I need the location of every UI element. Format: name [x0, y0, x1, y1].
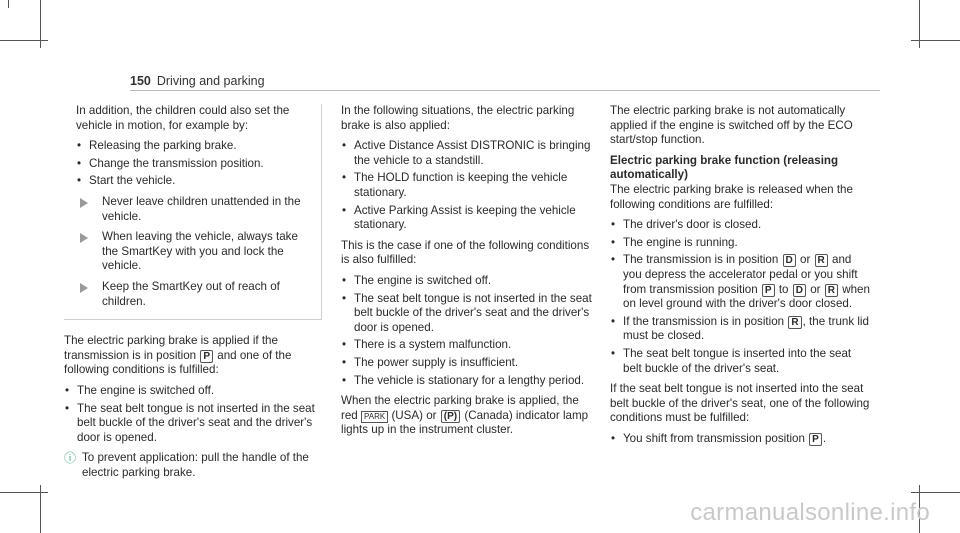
- list-item: • The engine is switched off.: [341, 274, 595, 289]
- section-heading: Electric parking brake function (releasing automatically): [610, 153, 839, 182]
- note: [64, 451, 322, 480]
- text: The electric parking brake is applied if the transmission is in position: [64, 334, 278, 362]
- paragraph: If the seat belt tongue is not inserted into the seat belt buckle of the driver's seat, one of the following conditions must be fulfilled:: [610, 382, 870, 425]
- list-item: • The seat belt tongue is inserted into the seat belt buckle of the driver's seat.: [610, 347, 872, 376]
- key-d: D: [783, 254, 796, 267]
- text: , the trunk lid must be closed.: [623, 314, 869, 343]
- box-list: [76, 139, 311, 189]
- page-header: [130, 74, 265, 88]
- key-p: P: [809, 433, 822, 446]
- paragraph: In the following situations, the electric parking brake is also applied:: [341, 104, 575, 132]
- arrow-icon: [80, 283, 88, 293]
- text: to: [778, 282, 789, 296]
- conditions-list: [64, 384, 322, 445]
- list-item: • Active Parking Assist is keeping the vehicle stationary.: [341, 204, 595, 233]
- paragraph: The electric parking brake is released when the following conditions are fulfilled:: [610, 182, 853, 211]
- paragraph: [64, 334, 322, 378]
- column-left: [64, 104, 322, 486]
- warning-text: Never leave children unattended in the vehicle.: [102, 194, 301, 223]
- key-p: P: [762, 284, 775, 297]
- text: When the electric parking brake is applied, the red: [341, 394, 579, 422]
- park-indicator-icon: PARK: [361, 411, 388, 423]
- info-icon: ⓘ: [64, 451, 77, 466]
- crop-mark-bl-h: [0, 492, 48, 493]
- key-d: D: [793, 284, 806, 297]
- text: The transmission is in position: [623, 253, 779, 267]
- paragraph: The electric parking brake is not automatically applied if the engine is switched off by the ECO start/stop function.: [610, 104, 853, 147]
- arrow-icon: [80, 233, 88, 243]
- list-item: • The vehicle is stationary for a lengthy period.: [341, 374, 595, 389]
- conditions-list: [341, 274, 595, 388]
- list-item: • The seat belt tongue is not inserted in the seat belt buckle of the driver's seat and the driver's door is opened.: [64, 402, 322, 446]
- text: and you depress the accelerator pedal or you shift from transmission position: [623, 253, 858, 296]
- watermark: carmanualsonline.info: [690, 499, 930, 526]
- conditions-list: [610, 432, 872, 447]
- warning-item: [76, 230, 311, 274]
- arrow-icon: [80, 198, 88, 208]
- list-item: [610, 432, 872, 447]
- list-item: [610, 315, 872, 344]
- header-rule: [130, 90, 880, 91]
- crop-mark-tr-h: [911, 40, 960, 41]
- list-item: • The engine is switched off.: [64, 384, 322, 399]
- text: You shift from transmission position: [623, 431, 805, 445]
- key-r: R: [788, 316, 801, 329]
- list-item: • Releasing the parking brake.: [76, 139, 311, 154]
- text: or: [800, 253, 811, 267]
- text: If the transmission is in position: [623, 314, 785, 328]
- text: and one of the following conditions is fulfilled:: [64, 348, 292, 377]
- paragraph: [341, 394, 595, 438]
- text: .: [822, 431, 827, 445]
- text: or: [810, 282, 821, 296]
- crop-mark-tl-h: [0, 40, 48, 41]
- list-item: • The power supply is insufficient.: [341, 356, 595, 371]
- list-item: • The HOLD function is keeping the vehicle stationary.: [341, 171, 595, 200]
- note-text: To prevent application: pull the handle of the electric parking brake.: [82, 451, 309, 479]
- column-middle: [341, 104, 595, 444]
- warning-text: Keep the SmartKey out of reach of children.: [102, 279, 280, 308]
- list-item: • The seat belt tongue is not inserted in the seat belt buckle of the driver's seat and the driver's door is opened.: [341, 292, 595, 336]
- conditions-list: [610, 218, 872, 376]
- list-item: • Active Distance Assist DISTRONIC is bringing the vehicle to a standstill.: [341, 139, 595, 168]
- key-r: R: [825, 284, 838, 297]
- crop-mark-br-h: [911, 492, 960, 493]
- paragraph: This is the case if one of the following conditions is also fulfilled:: [341, 238, 590, 267]
- warning-text: When leaving the vehicle, always take the SmartKey with you and lock the vehicle.: [102, 230, 298, 273]
- warning-item: [76, 280, 311, 309]
- page-number: 150: [130, 74, 151, 88]
- list-item: • The driver's door is closed.: [610, 218, 872, 233]
- list-item: • The engine is running.: [610, 236, 872, 251]
- list-item: • Change the transmission position.: [76, 157, 311, 172]
- list-item: • Start the vehicle.: [76, 174, 311, 189]
- column-right: [610, 104, 872, 452]
- warning-box: [64, 104, 322, 320]
- text: (Canada) indicator lamp lights up in the instrument cluster.: [341, 408, 589, 437]
- situations-list: [341, 139, 595, 233]
- crop-mark-tl-v2: [8, 0, 9, 8]
- key-p: P: [200, 350, 213, 363]
- section-title: Driving and parking: [156, 74, 265, 88]
- list-item: [610, 253, 872, 311]
- p-circle-indicator-icon: (P): [441, 410, 460, 423]
- warning-item: [76, 195, 311, 224]
- text: (USA) or: [391, 408, 437, 422]
- list-item: • There is a system malfunction.: [341, 338, 595, 353]
- key-r: R: [815, 254, 828, 267]
- text: when on level ground with the driver's door closed.: [623, 282, 870, 311]
- box-intro: In addition, the children could also set the vehicle in motion, for example by:: [76, 104, 290, 132]
